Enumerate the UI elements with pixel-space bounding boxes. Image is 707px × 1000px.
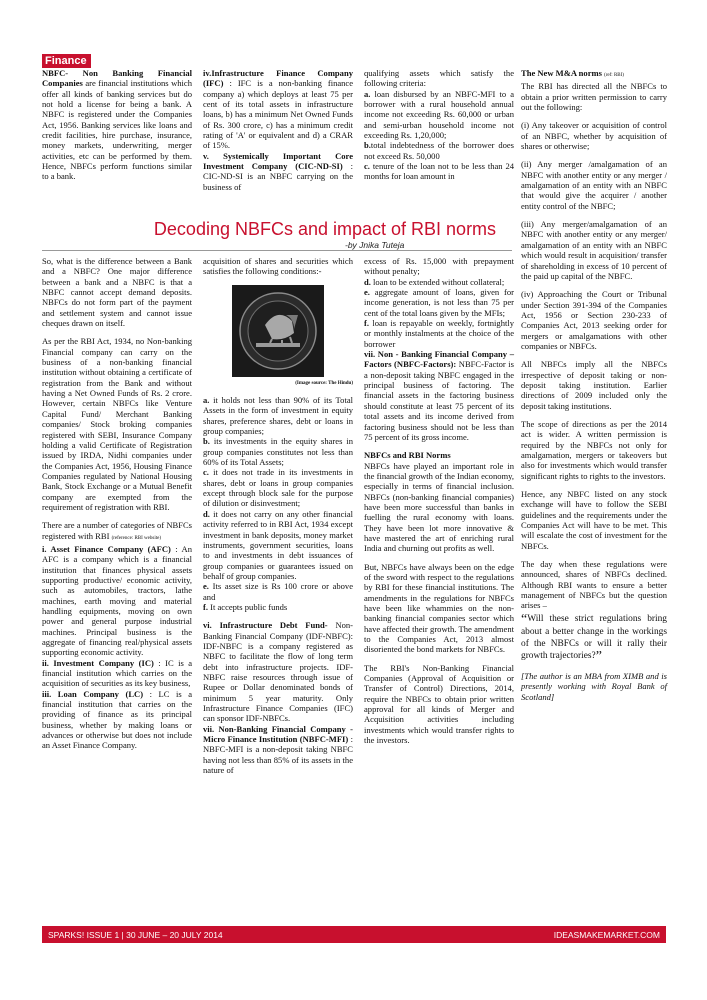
registration-paragraph: As per the RBI Act, 1934, no Non-banking Financial company can carry on the business of a non-banking financial institution without obtaining a certificate of registration from the Bank and without having a Net Owned Funds of Rs. 2 crore. However, certain NBFCs like Venture Capital Fund/ Merchant Banking companies/ Stock broking companies registered with SEBI, Insurance Company holding a valid Certificate of Registration issued by IRDA, Nidhi companies under the Companies Act, 1956, Housing Finance Companies regulated by National Housing Bank, Stock Exchange or a Mutual Benefit company are exempted from the requirement of registration with RBI. xyxy=(42,336,192,512)
conditions-list: a. it holds not less than 90% of its Total Assets in the form of investment in equity shares, preference shares, debt or loans in group companies; b. its investments in the equity shares in group companies constitutes not less than 60% of its Total Assets; c. it does not trade in its investments in shares, debt or loans in group companies except through block sale for the purpose of dilution or disinvestment; d. it does not carry on any other financial activity referred to in RBI Act, 1934 except investment in bank deposits, money market instruments, government securities, loans to and investments in debt issuances of group companies or guarantees issued on behalf of group companies. e. Its asset size is Rs 100 crore or above and f. It accepts public funds xyxy=(203,395,354,612)
mna-item-4: (iv) Approaching the Court or Tribunal under Section 391-394 of the Companies Act, 1956 or Section 230-233 of Companies Act, 2013 seeking order for mergers or amalgamations with other companies or NBFCs. xyxy=(521,289,667,351)
article-title: Decoding NBFCs and impact of RBI norms xyxy=(153,219,497,239)
cic-paragraph: v. Systemically Important Core Investment Company (CIC-ND-SI) : CIC-ND-SI is an NBFC carrying on the business of xyxy=(203,150,353,192)
author-note: [The author is an MBA from XIMB and is presently working with Royal Bank of Scotland] xyxy=(521,670,667,702)
mna-item-3: (iii) Any merger/amalgamation of an NBFC with another entity or any merger/ amalgamation of an entity with an NBFC which would result in acquisition/ transfer of shareholding in excess of 10 percent of the paid up capital of the NBFC. xyxy=(521,219,667,281)
conditions-intro: acquisition of shares and securities which satisfies the following conditions:- xyxy=(203,256,353,277)
mna-item-2: (ii) Any merger /amalgamation of an NBFC with another entity or any merger / amalgamation of an entity with an NBFC that would give the acquirer / another entity control of the NBFC; xyxy=(521,159,667,211)
website-link[interactable]: IDEASMAKEMARKET.COM xyxy=(553,930,660,940)
amendments-paragraph: But, NBFCs have always been on the edge of the sword with respect to the regulations by RBI for these financial institutions. The amendments in the regulations for NBFCs have been like whammies on the non-banking financial companies sector which have affected their growth. The amendment to the Companies Act, 2013 almost disoriented the bond markets for NBFCs. xyxy=(364,561,514,655)
column-4 xyxy=(521,68,667,710)
criteria-continued: excess of Rs. 15,000 with prepayment without penalty; d. loan to be extended without collateral; e. aggregate amount of loans, given for income generation, is not less than 75 per cent of the total loans given by the MFIs; f. loan is repayable on weekly, fortnightly or monthly instalments at the choice of the borrower vii. Non - Banking Financial Company – Factors (NBFC-Factors): NBFC-Factor is a non-deposit taking NBFC engaged in the principal business of factoring. The financial assets in the factoring business should constitute at least 75 percent of its total assets and its income derived from factoring business should not be less than 75 percent of its gross income. xyxy=(364,256,514,442)
column-3-body xyxy=(364,256,514,753)
column-2-body xyxy=(203,256,353,775)
page-footer xyxy=(42,926,666,943)
rbi-emblem-icon xyxy=(232,285,324,377)
column-2-top xyxy=(203,68,353,200)
listed-paragraph: Hence, any NBFC listed on any stock exchange will have to follow the SEBI guidelines and the requirements under the Companies Act will have to be met. This will escalate the cost of investment for the NBFCs. xyxy=(521,489,667,551)
mna-intro: The New M&A norms (ref: RBI) The RBI has directed all the NBFCs to obtain a prior written permission to carry out the following: xyxy=(521,68,667,113)
criteria-paragraph: qualifying assets which satisfy the following criteria: a. loan disbursed by an NBFC-MFI to a borrower with a rural household annual income not exceeding Rs. 60,000 or urban and semi-urban household income not exceeding Rs. 1,20,000; b.total indebtedness of the borrower does not exceed Rs. 50,000 c. tenure of the loan not to be less than 24 months for loan amount in xyxy=(364,68,515,182)
all-nbfcs-paragraph: All NBFCs imply all the NBFCs irrespective of deposit taking or non-deposit taking institution. Earlier directions of 2009 included only the deposit taking institutions. xyxy=(521,359,667,411)
norms-section: NBFCs and RBI Norms NBFCs have played an important role in the financial growth of the Indian economy, especially in terms of financial inclusion. NBFCs (non-banking financial companies) have been more successful than banks in fuelling the rural economy with loans. They have been lot more innovative & have mastered the art of enriching rural India and churning out profits as well. xyxy=(364,450,514,554)
column-3-top xyxy=(364,68,514,182)
shares-paragraph: The day when these regulations were announced, shares of NBFCs declined. Although RBI wants to ensure a better management of NBFCs but the question arises – xyxy=(521,559,667,611)
column-1-body xyxy=(42,256,192,751)
issue-info: SPARKS! ISSUE 1 | 30 JUNE – 20 JULY 2014 xyxy=(48,930,223,940)
intro-paragraph: NBFC- Non Banking Financial Companies are financial institutions which offer all kinds of banking services but do not hold a license for being a bank. A NBFC is registered under the Companies Act, 1956. Banking services like loans and credit facilities, hire purchase, insurance, money markets, underwriting, merger activities, etc can be performed by them. Hence, NBFCs perform functions similar to a bank. xyxy=(42,68,192,182)
idf-paragraph: vi. Infrastructure Debt Fund- Non- Banking Financial Company (IDF-NBFC): IDF-NBFC is a company registered as NBFC to facilitate the flow of long term debt into infrastructure projects. IDF-NBFC raise resources through issue of Rupee or Dollar denominated bonds of minimum 5 year maturity. Only Infrastructure Finance Companies (IFC) can sponsor IDF-NBFCs. vii. Non-Banking Financial Company - Micro Finance Institution (NBFC-MFI) : NBFC-MFI is a non-deposit taking NBFC having not less than 85% of its assets in the nature of xyxy=(203,620,354,776)
column-1-intro xyxy=(42,68,192,190)
directions-paragraph: The RBI's Non-Banking Financial Companies (Approval of Acquisition or Transfer of Control) Directions, 2014, require the NBFCs to obtain prior written approval for all kinds of Merger and Acquisition activities including investments which would transfer rights to the investors. xyxy=(364,662,514,746)
scope-paragraph: The scope of directions as per the 2014 act is wider. A written permission is required by the NBFCs not only for amalgamation, mergers or takeovers but also for investments which would transfer significant rights to rights to the investors. xyxy=(521,418,667,481)
pull-quote: “Will these strict regulations bring about a better change in the workings of the NBFCs or will it rally their growth trajectories?” xyxy=(521,611,667,664)
section-tag: Finance xyxy=(42,54,91,68)
article-byline: -by Jnika Tuteja xyxy=(345,240,405,250)
title-divider xyxy=(42,250,512,251)
difference-paragraph: So, what is the difference between a Bank and a NBFC? One major difference between a bank and a NBFC is that a NBFC cannot accept demand deposits. NBFCs do not form part of the payment and settlement system and cannot issue cheques drawn on itself. xyxy=(42,256,192,329)
image-caption: (Image source: The Hindu) xyxy=(295,380,353,386)
ifc-paragraph: iv.Infrastructure Finance Company (IFC) : IFC is a non-banking finance company a) which deploys at least 75 per cent of its total assets in infrastructure loans, b) has a minimum Net Owned Funds of Rs. 300 crore, c) has a minimum credit rating of 'A' or equivalent and d) a CRAR of 15%. xyxy=(203,68,354,151)
mna-item-1: (i) Any takeover or acquisition of control of an NBFC, whether by acquisition of shares or otherwise; xyxy=(521,120,667,152)
categories-paragraph: There are a number of categories of NBFCs registered with RBI (reference: RBI website) i. Asset Finance Company (AFC) : An AFC is a company which is a financial institution that finances physical assets supporting productive/ economic activity, such as automobiles, tractors, lathe machines, earth moving and material handling equipments, moving on own power and general purpose industrial machines. Principal business is the aggregate of financing real/physical assets supporting economic activity. ii. Investment Company (IC) : IC is a financial institution which carries on the acquisition of securities as its key business, iii. Loan Company (LC) : LC is a financial institution that carries on the providing of finance as its principal business, whether by making loans or advances or otherwise but does not include an Asset Finance Company. xyxy=(42,520,193,751)
